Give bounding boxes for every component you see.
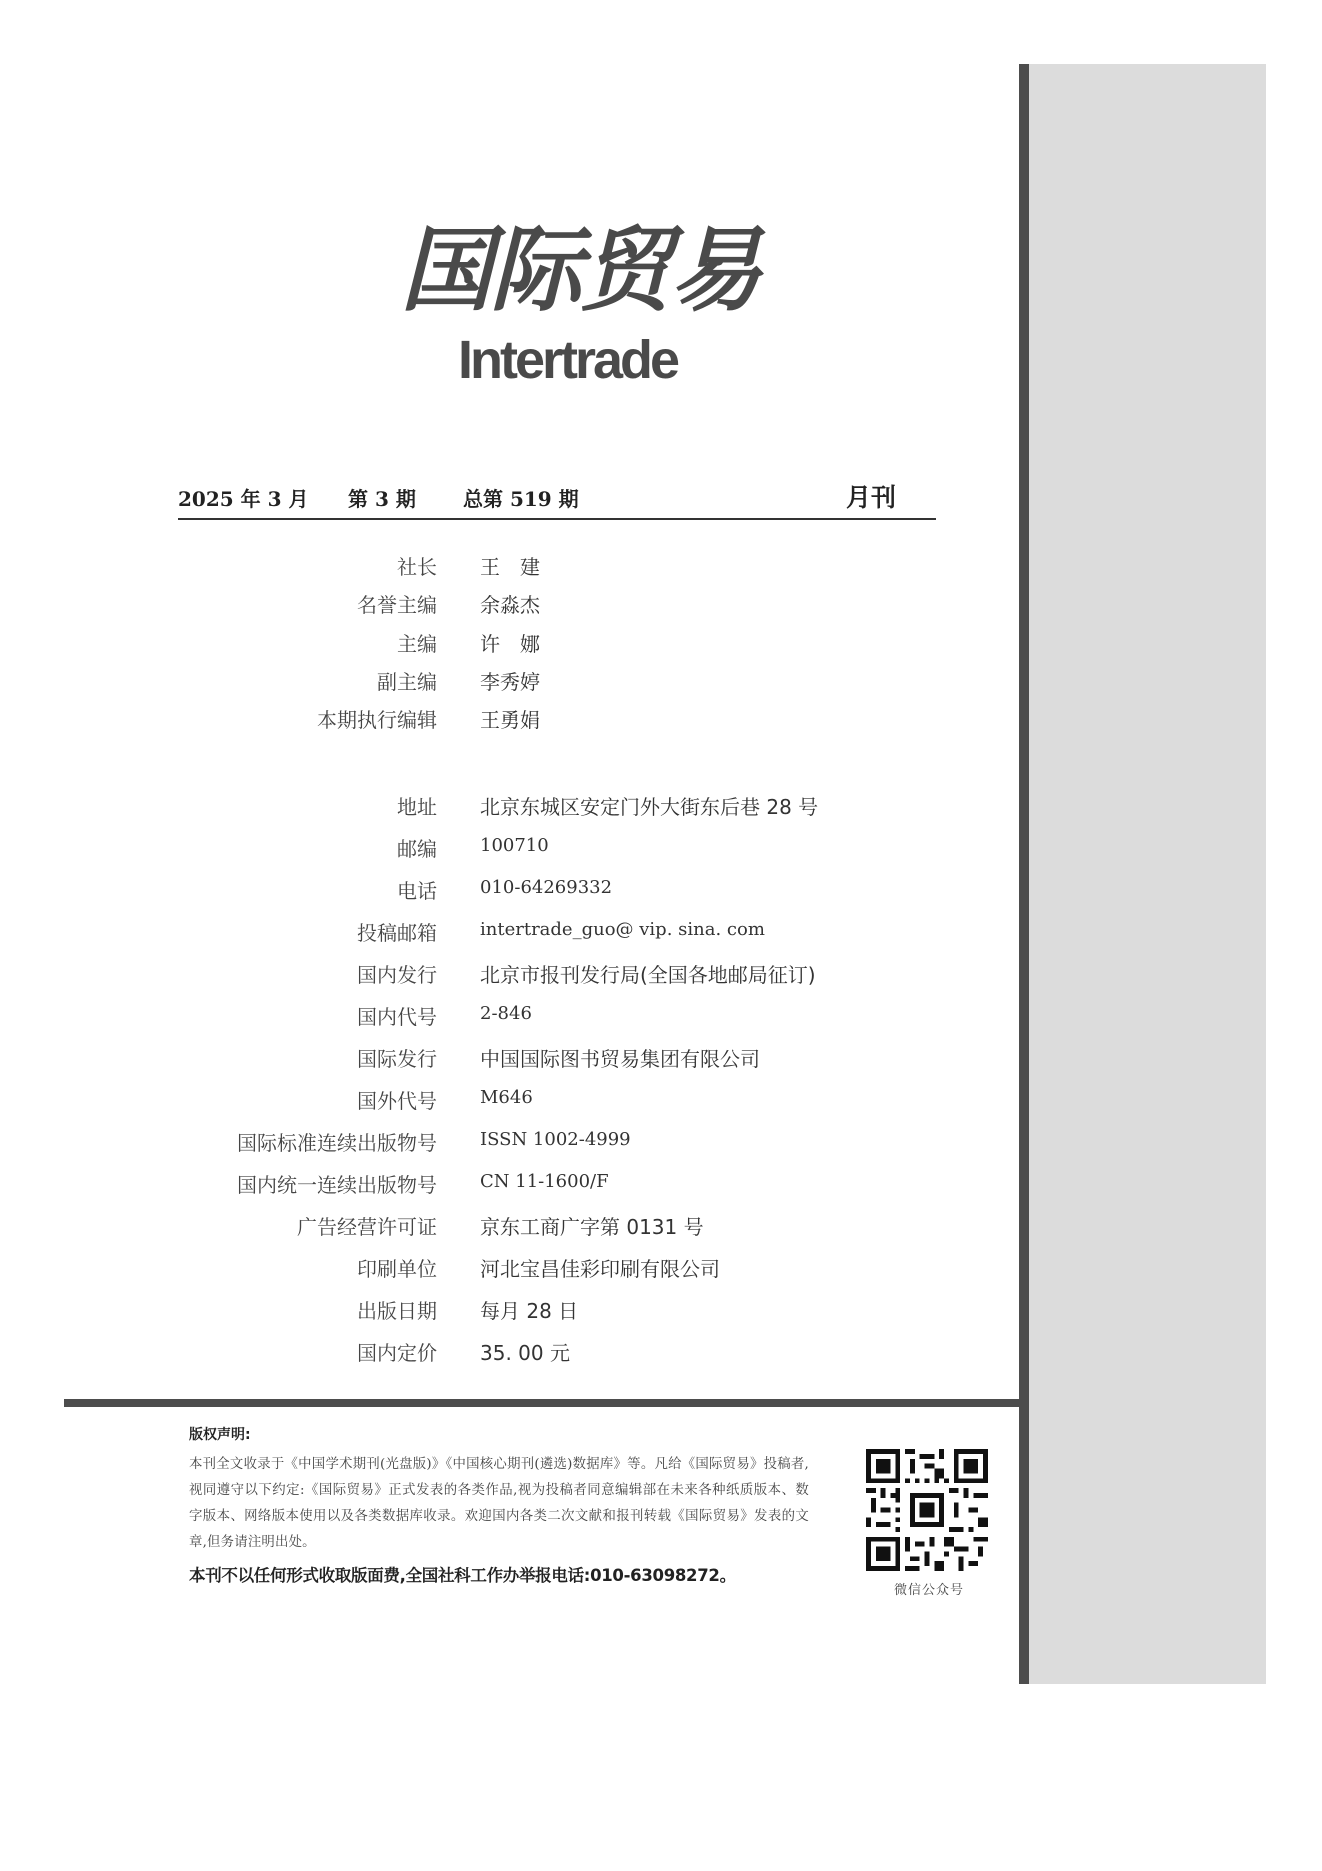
- info-value: 北京东城区安定门外大街东后巷 28 号: [480, 795, 819, 819]
- qr-block: [866, 1449, 992, 1598]
- info-value: 每月 28 日: [480, 1299, 579, 1323]
- info-label: 广告经营许可证: [297, 1215, 437, 1239]
- staff-row: [0, 624, 1000, 662]
- info-row: [0, 1039, 1000, 1081]
- info-row: [0, 871, 1000, 913]
- info-row: [0, 997, 1000, 1039]
- info-row: [0, 1291, 1000, 1333]
- copyright-title: 版权声明:: [189, 1427, 251, 1443]
- info-label: 国内统一连续出版物号: [237, 1173, 437, 1197]
- info-label: 国际标准连续出版物号: [237, 1131, 437, 1155]
- info-value: 河北宝昌佳彩印刷有限公司: [480, 1257, 720, 1281]
- staff-row: [0, 547, 1000, 585]
- copyright-section: [189, 1424, 809, 1586]
- issue-line: [178, 470, 936, 520]
- staff-value: 许 娜: [480, 631, 540, 656]
- info-row: [0, 1249, 1000, 1291]
- info-row: [0, 1165, 1000, 1207]
- issue-frequency: 月刊: [846, 483, 897, 512]
- bottom-rule: [64, 1399, 1026, 1407]
- info-row: [0, 1207, 1000, 1249]
- info-label: 地址: [397, 795, 437, 819]
- info-label: 邮编: [397, 837, 437, 861]
- staff-label: 本期执行编辑: [317, 708, 437, 733]
- staff-label: 名誉主编: [357, 593, 437, 618]
- staff-list: [0, 547, 1000, 738]
- info-value: 北京市报刊发行局(全国各地邮局征订): [480, 963, 816, 987]
- info-value: 2-846: [480, 1003, 532, 1024]
- info-label: 印刷单位: [357, 1257, 437, 1281]
- info-row: [0, 787, 1000, 829]
- staff-value: 余淼杰: [480, 593, 540, 618]
- masthead-title-en: Intertrade: [458, 330, 678, 390]
- issue-date: 2025 年 3 月: [178, 487, 309, 511]
- info-label: 国内定价: [357, 1341, 437, 1365]
- info-label: 国内发行: [357, 963, 437, 987]
- staff-label: 主编: [397, 631, 437, 656]
- info-value: ISSN 1002-4999: [480, 1129, 631, 1150]
- issue-total: 总第 519 期: [463, 487, 579, 511]
- staff-row: [0, 662, 1000, 700]
- info-label: 国外代号: [357, 1089, 437, 1113]
- info-value: 100710: [480, 835, 549, 856]
- info-row: [0, 829, 1000, 871]
- staff-row: [0, 585, 1000, 623]
- info-row: [0, 955, 1000, 997]
- info-value: 京东工商广字第 0131 号: [480, 1215, 704, 1239]
- info-list: [0, 787, 1000, 1375]
- side-panel: [1025, 64, 1266, 1684]
- info-row: [0, 1333, 1000, 1375]
- info-row: [0, 1081, 1000, 1123]
- info-row: [0, 913, 1000, 955]
- qr-code-icon: [866, 1449, 988, 1571]
- info-value: 中国国际图书贸易集团有限公司: [480, 1047, 760, 1071]
- staff-value: 王勇娟: [480, 708, 540, 733]
- info-row: [0, 1123, 1000, 1165]
- masthead-title-cn: 国际贸易: [400, 216, 761, 324]
- staff-value: 李秀婷: [480, 669, 540, 694]
- staff-label: 社长: [397, 555, 437, 579]
- side-rule: [1019, 64, 1029, 1684]
- info-label: 国际发行: [357, 1047, 437, 1071]
- qr-caption: 微信公众号: [893, 1583, 964, 1598]
- staff-value: 王 建: [480, 555, 540, 579]
- info-label: 投稿邮箱: [357, 921, 437, 945]
- info-value: 010-64269332: [480, 877, 613, 898]
- info-label: 电话: [397, 879, 437, 903]
- info-value: intertrade_guo@ vip. sina. com: [480, 919, 765, 940]
- info-value: M646: [480, 1087, 533, 1108]
- fee-notice: 本刊不以任何形式收取版面费,全国社科工作办举报电话:010-63098272。: [189, 1566, 736, 1585]
- info-value: 35. 00 元: [480, 1341, 570, 1365]
- staff-row: [0, 700, 1000, 738]
- staff-label: 副主编: [377, 669, 437, 694]
- copyright-body: 本刊全文收录于《中国学术期刊(光盘版)》《中国核心期刊(遴选)数据库》等。凡给《国际贸易》投稿者,视同遵守以下约定:《国际贸易》正式发表的各类作品,视为投稿者同意编辑部在未来各种纸质版本、数字版本、网络版本使用以及各类数据库收录。欢迎国内各类二次文献和报刊转载《国际贸易》发表的文章,但务请注明出处。: [189, 1457, 809, 1550]
- info-label: 国内代号: [357, 1005, 437, 1029]
- info-label: 出版日期: [357, 1299, 437, 1323]
- info-value: CN 11-1600/F: [480, 1171, 609, 1192]
- issue-number: 第 3 期: [348, 487, 416, 511]
